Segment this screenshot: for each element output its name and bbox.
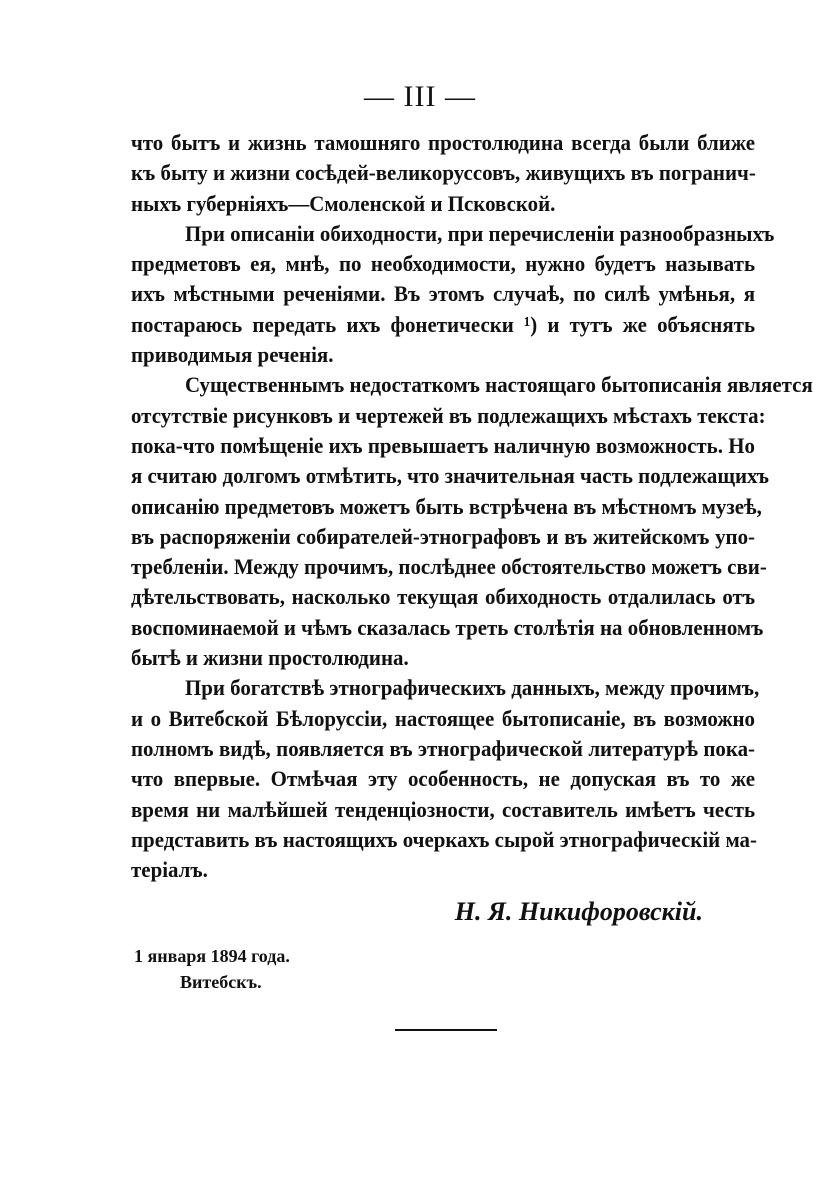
text-line: воспоминаемой и чѣмъ сказалась треть столѣтія на обновленномъ <box>131 614 764 640</box>
text-line: представить въ настоящихъ очеркахъ сырой этнографическій ма- <box>131 826 758 852</box>
text-line: ныхъ губерніяхъ—Смоленской и Псковской. <box>131 190 556 216</box>
text-line: бытѣ и жизни простолюдина. <box>131 645 409 671</box>
text-line: въ распоряженіи собирателей-этнографовъ и въ житейскомъ упо- <box>131 523 756 549</box>
text-line: теріалъ. <box>131 857 208 883</box>
text-line: ихъ мѣстными реченіями. Въ этомъ случаѣ, по силѣ умѣнья, я <box>131 281 756 307</box>
text-line: требленіи. Между прочимъ, послѣднее обстоятельство можетъ сви- <box>131 554 767 580</box>
body-text <box>131 128 813 885</box>
text-line: описанію предметовъ можетъ быть встрѣчена въ мѣстномъ музеѣ, <box>131 493 762 519</box>
text-line: полномъ видѣ, появляется въ этнографической литературѣ пока- <box>131 735 756 761</box>
paragraph-2 <box>131 219 775 370</box>
divider-rule <box>395 1029 497 1031</box>
text-line: и о Витебской Бѣлоруссіи, настоящее бытописаніе, въ возможно <box>131 705 756 731</box>
paragraph-3 <box>131 370 813 673</box>
text-line: Существеннымъ недостаткомъ настоящаго бытописанія является <box>184 372 813 398</box>
page-number: — III — <box>364 80 476 113</box>
place-line: Витебскъ. <box>180 972 262 992</box>
text-line: приводимыя реченія. <box>131 342 334 368</box>
paragraph-1 <box>131 128 756 219</box>
text-line: я считаю долгомъ отмѣтить, что значительная часть подлежащихъ <box>131 463 769 489</box>
text-line: отсутствіе рисунковъ и чертежей въ подлежащихъ мѣстахъ текста: <box>131 402 766 428</box>
text-line: При богатствѣ этнографическихъ данныхъ, между прочимъ, <box>184 675 760 701</box>
text-line: дѣтельствовать, насколько текущая обиходность отдалилась отъ <box>131 584 756 610</box>
text-line: что бытъ и жизнь тамошняго простолюдина всегда были ближе <box>131 130 756 155</box>
text-line: пока-что помѣщеніе ихъ превышаетъ наличную возможность. Но <box>131 432 756 458</box>
text-line: къ быту и жизни сосѣдей-великоруссовъ, живущихъ въ погранич- <box>131 160 756 186</box>
text-line: время ни малѣйшей тенденціозности, составитель имѣетъ честь <box>131 796 756 822</box>
paragraph-4 <box>131 673 760 885</box>
text-line: предметовъ ея, мнѣ, по необходимости, нужно будетъ называть <box>131 251 756 277</box>
text-line: постараюсь передать ихъ фонетически ¹) и тутъ же объяснять <box>131 311 756 337</box>
date-line: 1 января 1894 года. <box>134 946 290 966</box>
text-line: что впервые. Отмѣчая эту особенность, не допуская въ то же <box>131 766 756 792</box>
author-signature: Н. Я. Никифоровскій. <box>454 897 703 926</box>
text-line: При описаніи обиходности, при перечисленіи разнообразныхъ <box>184 220 775 246</box>
